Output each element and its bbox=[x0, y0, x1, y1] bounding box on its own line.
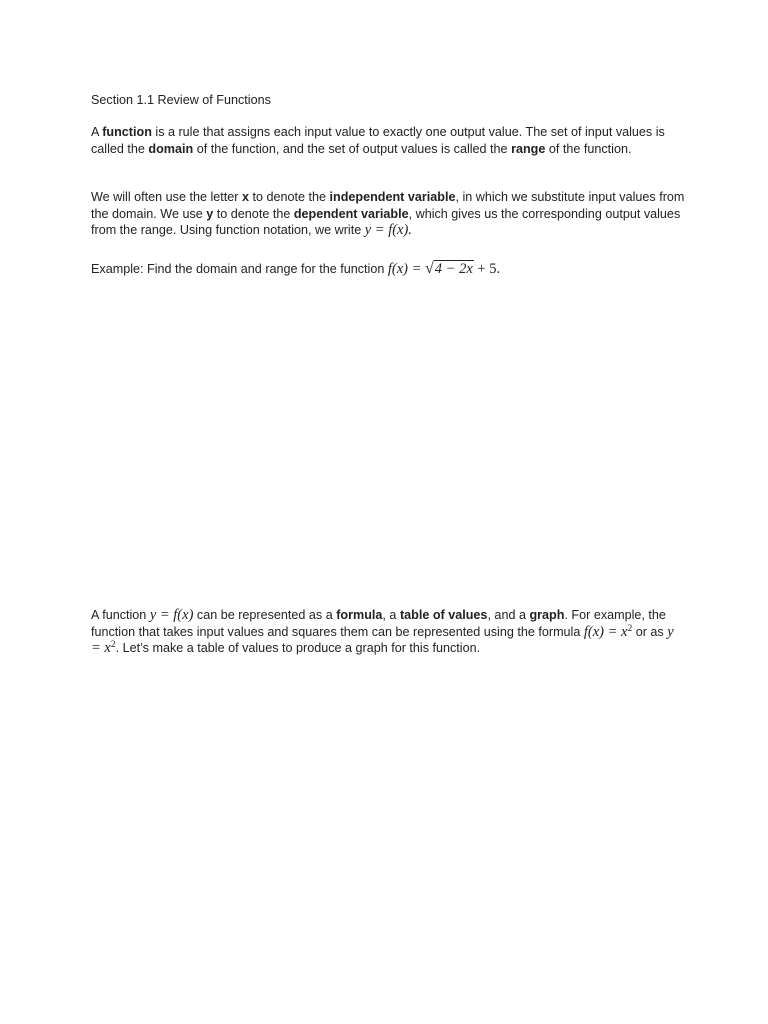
paragraph-text: to denote the bbox=[248, 190, 330, 204]
section-title bbox=[91, 92, 687, 109]
function-math: y = f(x) bbox=[149, 607, 194, 623]
formula-math bbox=[584, 624, 632, 640]
equation-base: y = x bbox=[91, 623, 674, 656]
math-tail: + 5. bbox=[473, 261, 501, 277]
radicand: 4 − 2x bbox=[434, 261, 473, 277]
function-definition-paragraph bbox=[91, 124, 687, 157]
term-table-of-values: table of values bbox=[399, 608, 488, 622]
paragraph-text: . Let’s make a table of values to produce a graph for this function. bbox=[115, 641, 481, 655]
paragraph-text: of the function, and the set of output values is called the bbox=[193, 141, 512, 156]
example-prompt bbox=[91, 261, 687, 278]
paragraph-text: , which gives us the corresponding output values from the range. Using function notation, we write bbox=[91, 206, 681, 237]
term-range: range bbox=[511, 141, 546, 156]
paragraph-text: , a bbox=[382, 608, 400, 622]
example-text: Example: Find the domain and range for the function bbox=[91, 262, 388, 276]
term-domain: domain bbox=[148, 141, 194, 156]
term-independent-variable: independent variable bbox=[329, 190, 456, 204]
term-dependent-variable: dependent variable bbox=[293, 206, 409, 221]
term-graph: graph bbox=[529, 608, 565, 622]
paragraph-text: , and a bbox=[487, 608, 530, 622]
paragraph-text: , in which we substitute input values from the domain. We use bbox=[91, 190, 685, 221]
term-formula: formula bbox=[336, 608, 383, 622]
paragraph-text: can be represented as a bbox=[193, 608, 337, 622]
formula-base: f(x) = x bbox=[583, 623, 628, 640]
paragraph-text: We will often use the letter bbox=[91, 190, 242, 204]
square-root bbox=[425, 261, 474, 278]
paragraph-text: of the function. bbox=[545, 141, 632, 156]
term-function: function bbox=[102, 125, 152, 139]
representations-paragraph bbox=[91, 607, 687, 657]
variables-paragraph bbox=[91, 189, 687, 239]
paragraph-text: . For example, the function that takes input values and squares them can be represented using the formula bbox=[91, 608, 666, 639]
paragraph-text: A function bbox=[91, 608, 150, 622]
section-title-text: Section 1.1 Review of Functions bbox=[91, 93, 271, 107]
math-lhs: f(x) = bbox=[387, 261, 425, 277]
paragraph-text: is a rule that assigns each input value to exactly one output value. The set of input values is called the bbox=[91, 125, 665, 156]
paragraph-text: A bbox=[91, 125, 103, 139]
function-notation-math: y = f(x). bbox=[364, 222, 412, 238]
term-y: y bbox=[206, 206, 214, 221]
radical-sign: √ bbox=[425, 260, 434, 277]
formula-exponent: 2 bbox=[627, 623, 633, 634]
paragraph-text: to denote the bbox=[213, 206, 294, 221]
example-function-math bbox=[388, 261, 500, 277]
equation-exponent: 2 bbox=[110, 640, 116, 650]
term-x: x bbox=[241, 190, 249, 204]
paragraph-text: or as bbox=[632, 624, 668, 639]
